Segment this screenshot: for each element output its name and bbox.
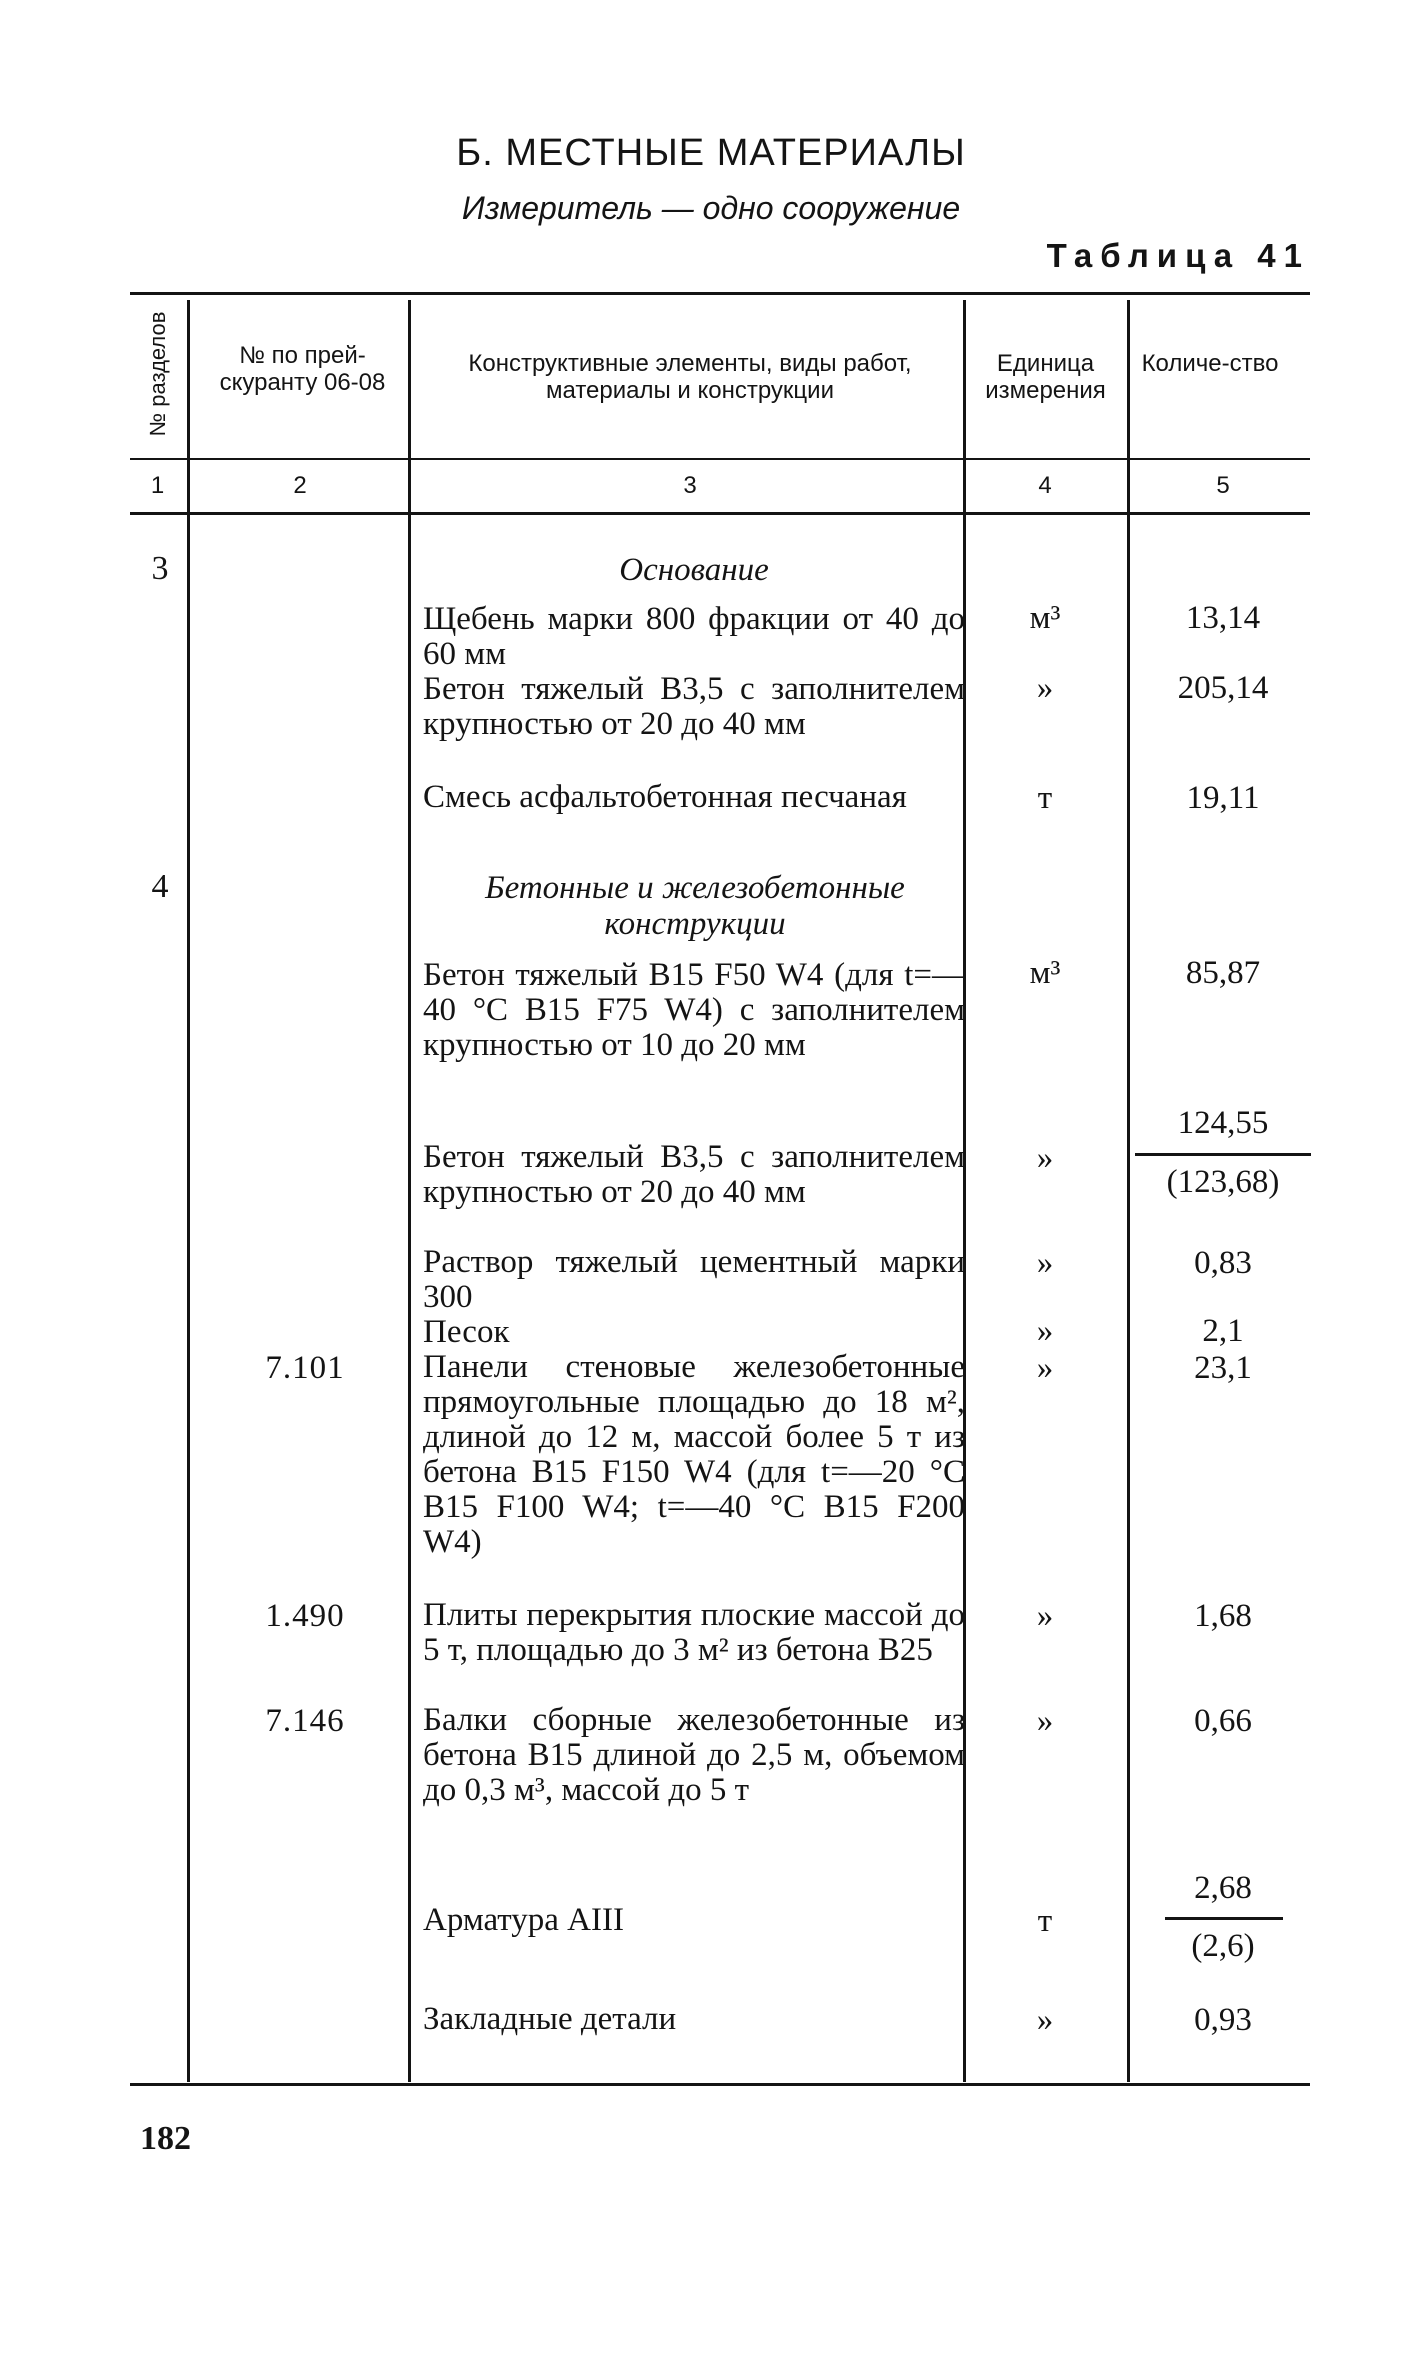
section-heading: Бетонные и железобетонные конструкции [485,870,905,942]
header-col1-text: № разделов [145,311,170,437]
row-price-ref: 7.146 [265,1703,345,1739]
section-number: 4 [151,868,169,905]
col-divider-4 [1127,300,1130,2082]
fraction-bar [1135,1153,1311,1156]
measure-subtitle: Измеритель — одно сооружение [461,190,961,226]
row-description: Панели стеновые железобетонные прямоугольные площадью до 18 м², длиной до 12 м, массой более 5 т из бетона B15 F150 W4 (для t=—20 °C B15 F100 W4; t=—40 °C B15 F200 W4) [423,1349,965,1560]
row-quantity: 2,68 [1194,1870,1252,1906]
row-quantity: 0,83 [1194,1245,1252,1281]
fraction-bar [1165,1917,1283,1920]
header-col3: Конструктивные элементы, виды работ, материалы и конструкции [468,350,912,404]
row-unit: м³ [1029,955,1061,991]
row-unit: » [1036,670,1054,706]
row-quantity: 19,11 [1186,780,1260,816]
row-price-ref: 7.101 [265,1350,345,1386]
row-description: Бетон тяжелый B3,5 с заполнителем крупностью от 20 до 40 мм [423,1139,965,1210]
row-description: Закладные детали [423,2001,677,2037]
section-title: Б. МЕСТНЫЕ МАТЕРИАЛЫ [456,132,966,174]
row-description: Щебень марки 800 фракции от 40 до 60 мм [423,601,965,672]
row-description: Смесь асфальтобетонная песчаная [423,779,907,815]
header-rule [130,458,1310,460]
page-number: 182 [140,2120,191,2157]
colnum-4: 4 [1038,472,1052,499]
row-quantity: 13,14 [1185,600,1261,636]
row-description: Арматура AIII [423,1902,624,1938]
row-unit: т [1037,1903,1053,1939]
table-bottom-rule [130,2083,1310,2086]
row-unit: » [1036,1245,1054,1281]
colnum-rule [130,512,1310,515]
row-quantity: 23,1 [1194,1350,1252,1386]
header-col1 [130,311,186,437]
row-unit: » [1036,2002,1054,2038]
header-col5: Количе-ство [1141,350,1279,377]
row-description: Песок [423,1314,510,1350]
row-quantity: 85,87 [1185,955,1261,991]
row-unit: т [1037,780,1053,816]
row-price-ref: 1.490 [265,1598,345,1634]
row-quantity-alt: (123,68) [1166,1164,1280,1200]
table-label: Таблица 41 [1046,237,1310,274]
table-top-rule [130,292,1310,295]
col-divider-2 [408,300,411,2082]
row-quantity: 1,68 [1194,1598,1252,1634]
row-unit: » [1036,1350,1054,1386]
row-description: Балки сборные железобетонные из бетона B15 длиной до 2,5 м, объемом до 0,3 м³, массой до 5 т [423,1702,965,1808]
row-quantity: 2,1 [1202,1313,1244,1349]
row-unit: » [1036,1313,1054,1349]
row-description: Раствор тяжелый цементный марки 300 [423,1244,965,1315]
header-col2: № по прей-скуранту 06-08 [219,342,386,396]
row-description: Плиты перекрытия плоские массой до 5 т, площадью до 3 м² из бетона B25 [423,1597,965,1668]
row-quantity: 0,66 [1194,1703,1252,1739]
row-unit: м³ [1029,600,1061,636]
row-quantity: 0,93 [1194,2002,1252,2038]
section-heading: Основание [619,552,769,588]
row-description: Бетон тяжелый B3,5 с заполнителем крупностью от 20 до 40 мм [423,671,965,742]
colnum-2: 2 [293,472,307,499]
colnum-1: 1 [150,472,165,499]
colnum-5: 5 [1216,472,1230,499]
row-quantity-alt: (2,6) [1191,1928,1255,1964]
colnum-3: 3 [683,472,697,499]
header-col4: Единица измерения [985,350,1106,404]
row-quantity: 205,14 [1177,670,1269,706]
section-number: 3 [151,550,169,587]
row-unit: » [1036,1140,1054,1176]
row-unit: » [1036,1598,1054,1634]
row-description: Бетон тяжелый B15 F50 W4 (для t=—40 °C B15 F75 W4) с заполнителем крупностью от 10 до 20 мм [423,957,965,1063]
row-quantity: 124,55 [1177,1105,1269,1141]
row-unit: » [1036,1703,1054,1739]
